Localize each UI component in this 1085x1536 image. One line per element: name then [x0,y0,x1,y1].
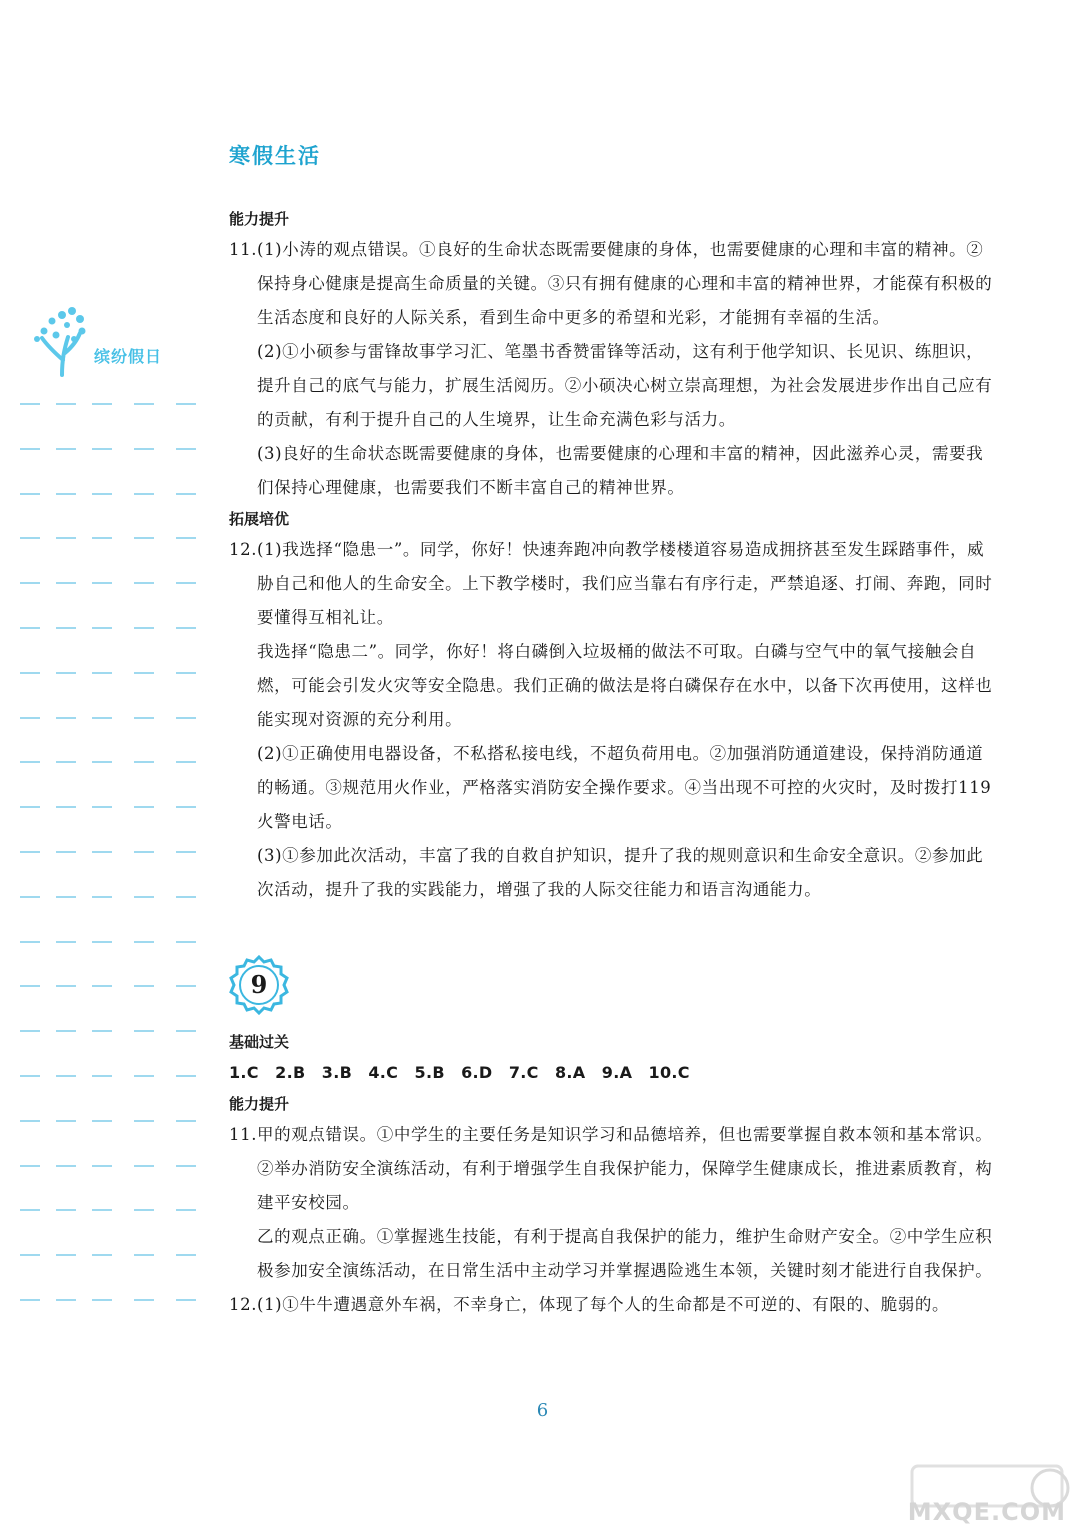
dash-segment [134,1299,154,1301]
dash-segment [20,1299,40,1301]
dash-segment [20,896,40,898]
dash-segment [92,493,112,495]
dash-segment [56,1075,76,1077]
dash-segment [20,582,40,584]
dash-segment [20,493,40,495]
dash-segment [176,896,196,898]
dash-segment [20,761,40,763]
dash-segment [56,1165,76,1167]
dash-segment [56,851,76,853]
section-a [229,205,993,907]
dash-segment [56,1254,76,1256]
dash-segment [92,1299,112,1301]
dash-segment [56,1120,76,1122]
dash-segment [92,1030,112,1032]
dash-segment [20,851,40,853]
dash-segment [56,896,76,898]
dash-segment [20,403,40,405]
dash-segment [176,1254,196,1256]
dash-segment [134,806,154,808]
dash-segment [56,403,76,405]
answer-paragraph: (2)①正确使用电器设备，不私搭私接电线，不超负荷用电。②加强消防通道建设，保持消防通道的畅通。③规范用火作业，严格落实消防安全操作要求。④当出现不可控的火灾时，及时拨打119火警电话。 [257,744,992,831]
dash-segment [134,1120,154,1122]
dash-segment [92,761,112,763]
dash-segment [134,1030,154,1032]
dash-segment [134,985,154,987]
dash-segment [20,1254,40,1256]
dash-segment [56,985,76,987]
dash-segment [92,1209,112,1211]
dash-segment [20,1120,40,1122]
dash-segment [20,1165,40,1167]
dash-segment [134,1075,154,1077]
dash-segment [134,627,154,629]
section-heading: 能力提升 [229,210,290,228]
answer-paragraph: 乙的观点正确。①掌握逃生技能，有利于提高自我保护的能力，维护生命财产安全。②中学生应积极参加安全演练活动，在日常生活中主动学习并掌握遇险逃生本领，关键时刻才能进行自我保护。 [257,1227,993,1280]
dash-segment [20,717,40,719]
answer-paragraph: (2)①小硕参与雷锋故事学习汇、笔墨书香赞雷锋等活动，这有利于他学知识、长见识、练胆识，提升自己的底气与能力，扩展生活阅历。②小硕决心树立崇高理想，为社会发展进步作出自己应有的贡献，有利于提升自己的人生境界，让生命充满色彩与活力。 [257,342,993,429]
dash-segment [176,1299,196,1301]
watermark-logo-icon [900,1462,1080,1532]
dash-segment [92,627,112,629]
dash-segment [56,806,76,808]
dash-segment [20,806,40,808]
dash-segment [176,717,196,719]
dash-segment [56,1209,76,1211]
dash-segment [92,1120,112,1122]
dash-segment [176,1209,196,1211]
dash-segment [134,493,154,495]
dash-segment [134,1209,154,1211]
dash-segment [134,672,154,674]
dash-segment [92,403,112,405]
dash-segment [56,582,76,584]
dash-segment [134,448,154,450]
dash-segment [20,448,40,450]
answer-paragraph: 11.(1)小涛的观点错误。①良好的生命状态既需要健康的身体，也需要健康的心理和丰富的精神。②保持身心健康是提高生命质量的关键。③只有拥有健康的心理和丰富的精神世界，才能葆有积极的生活态度和良好的人际关系，看到生命中更多的希望和光彩，才能拥有幸福的生活。 [229,240,993,327]
dash-segment [176,851,196,853]
dash-segment [92,896,112,898]
dash-segment [176,985,196,987]
section-heading: 基础过关 [229,1033,290,1051]
dash-segment [176,1030,196,1032]
dash-segment [134,1165,154,1167]
multiple-choice-answers: 1.C 2.B 3.B 4.C 5.B 6.D 7.C 8.A 9.A 10.C [229,1063,690,1082]
answer-paragraph: 11.甲的观点错误。①中学生的主要任务是知识学习和品德培养，但也需要掌握自救本领和基本常识。②举办消防安全演练活动，有利于增强学生自我保护能力，保障学生健康成长，推进素质教育，构建平安校园。 [229,1125,993,1212]
dash-segment [176,806,196,808]
section-b [229,1028,993,1322]
page-header-title: 寒假生活 [229,144,321,168]
dash-segment [92,985,112,987]
dash-segment [20,1209,40,1211]
dash-segment [134,941,154,943]
dash-segment [134,851,154,853]
section-heading: 拓展培优 [229,510,290,528]
answer-paragraph: 我选择“隐患二”。同学，你好！将白磷倒入垃圾桶的做法不可取。白磷与空气中的氧气接触会自燃，可能会引发火灾等安全隐患。我们正确的做法是将白磷保存在水中，以备下次再使用，这样也能实现对资源的充分利用。 [257,642,993,729]
dash-segment [92,1165,112,1167]
dash-segment [92,1075,112,1077]
dash-segment [92,537,112,539]
dash-segment [92,672,112,674]
dash-segment [176,493,196,495]
dash-segment [20,537,40,539]
dash-segment [134,717,154,719]
dash-segment [176,672,196,674]
dash-segment [92,941,112,943]
dash-segment [176,941,196,943]
answer-paragraph: 12.(1)①牛牛遭遇意外车祸，不幸身亡，体现了每个人的生命都是不可逆的、有限的、脆弱的。 [229,1295,950,1314]
dash-segment [134,403,154,405]
dash-segment [20,985,40,987]
dash-segment [56,761,76,763]
dash-segment [56,627,76,629]
dash-segment [176,582,196,584]
dash-segment [134,896,154,898]
dash-segment [92,582,112,584]
dash-segment [134,582,154,584]
dash-segment [56,1030,76,1032]
dash-segment [92,1254,112,1256]
dash-segment [134,1254,154,1256]
dash-segment [56,448,76,450]
brand-label: 缤纷假日 [94,347,163,366]
dash-segment [176,627,196,629]
dash-segment [20,672,40,674]
dash-segment [176,537,196,539]
dash-segment [176,761,196,763]
answer-paragraph: (3)①参加此次活动，丰富了我的自救自护知识，提升了我的规则意识和生命安全意识。②参加此次活动，提升了我的实践能力，增强了我的人际交往能力和语言沟通能力。 [257,846,984,899]
lesson-number: 9 [250,970,268,999]
dash-segment [20,1030,40,1032]
dash-segment [56,717,76,719]
dash-segment [134,537,154,539]
dash-segment [176,1120,196,1122]
dash-segment [176,403,196,405]
answer-paragraph: (3)良好的生命状态既需要健康的身体，也需要健康的心理和丰富的精神，因此滋养心灵，需要我们保持心理健康，也需要我们不断丰富自己的精神世界。 [257,444,984,497]
dash-segment [20,627,40,629]
dash-segment [92,806,112,808]
dash-segment [56,537,76,539]
page-number: 6 [536,1400,549,1421]
dash-segment [56,493,76,495]
watermark-text: MXQE.COM [907,1498,1066,1526]
dash-segment [92,717,112,719]
answer-paragraph: 12.(1)我选择“隐患一”。同学，你好！快速奔跑冲向教学楼楼道容易造成拥挤甚至发生踩踏事件，威胁自己和他人的生命安全。上下教学楼时，我们应当靠右有序行走，严禁追逐、打闹、奔跑，同时要懂得互相礼让。 [229,540,993,627]
dash-segment [56,941,76,943]
dash-segment [56,672,76,674]
dash-segment [92,851,112,853]
lesson-number-badge [229,955,289,1015]
dash-segment [176,1165,196,1167]
dash-segment [20,941,40,943]
dash-segment [176,1075,196,1077]
section-heading: 能力提升 [229,1095,290,1113]
dash-segment [92,448,112,450]
dash-segment [20,1075,40,1077]
dash-segment [56,1299,76,1301]
dash-segment [176,448,196,450]
dash-segment [134,761,154,763]
